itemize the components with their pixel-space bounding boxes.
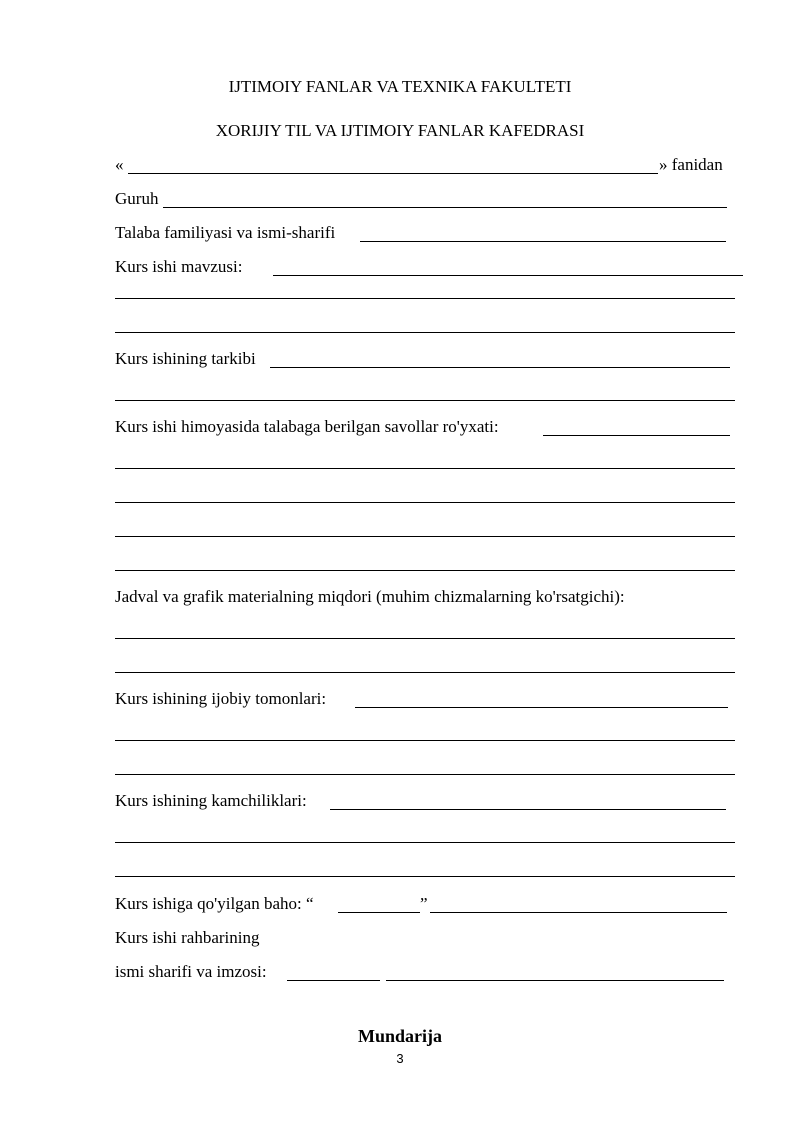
- group-blank[interactable]: [163, 207, 727, 208]
- materials-blank-line-1[interactable]: [115, 638, 735, 639]
- positives-blank[interactable]: [355, 707, 728, 708]
- structure-label: Kurs ishining tarkibi: [115, 349, 256, 368]
- next-section-heading: Mundarija: [357, 1026, 442, 1046]
- questions-label: Kurs ishi himoyasida talabaga berilgan savollar ro'yxati:: [115, 417, 499, 436]
- topic-label: Kurs ishi mavzusi:: [115, 257, 243, 276]
- questions-blank-line-5[interactable]: [115, 570, 735, 571]
- shortcomings-label: Kurs ishining kamchiliklari:: [115, 791, 307, 810]
- grade-close-quote: ”: [420, 894, 428, 913]
- positives-label: Kurs ishining ijobiy tomonlari:: [115, 689, 327, 708]
- topic-blank-line-2[interactable]: [115, 298, 735, 299]
- questions-blank-line-2[interactable]: [115, 468, 735, 469]
- student-name-label: Talaba familiyasi va ismi-sharifi: [115, 223, 336, 242]
- subject-suffix: » fanidan: [659, 155, 723, 174]
- student-name-blank[interactable]: [360, 241, 726, 242]
- questions-blank-line-4[interactable]: [115, 536, 735, 537]
- page-number: 3: [396, 1051, 404, 1066]
- signature-label: ismi sharifi va imzosi:: [115, 962, 267, 981]
- topic-blank[interactable]: [273, 275, 743, 276]
- faculty-title: IJTIMOIY FANLAR VA TEXNIKA FAKULTETI: [228, 77, 572, 96]
- group-label: Guruh: [115, 189, 159, 208]
- supervisor-label: Kurs ishi rahbarining: [115, 928, 260, 947]
- materials-label: Jadval va grafik materialning miqdori (muhim chizmalarning ko'rsatgichi):: [115, 587, 625, 606]
- positives-blank-line-2[interactable]: [115, 740, 735, 741]
- questions-blank-line-3[interactable]: [115, 502, 735, 503]
- structure-blank[interactable]: [270, 367, 730, 368]
- shortcomings-blank-line-3[interactable]: [115, 876, 735, 877]
- topic-blank-line-3[interactable]: [115, 332, 735, 333]
- grade-blank[interactable]: [338, 912, 420, 913]
- supervisor-name-blank[interactable]: [386, 980, 724, 981]
- signature-blank[interactable]: [287, 980, 380, 981]
- questions-blank[interactable]: [543, 435, 730, 436]
- structure-blank-line-2[interactable]: [115, 400, 735, 401]
- shortcomings-blank[interactable]: [330, 809, 726, 810]
- grade-label: Kurs ishiga qo'yilgan baho: “: [115, 894, 314, 913]
- grade-comment-blank[interactable]: [430, 912, 727, 913]
- positives-blank-line-3[interactable]: [115, 774, 735, 775]
- materials-blank-line-2[interactable]: [115, 672, 735, 673]
- department-title: XORIJIY TIL VA IJTIMOIY FANLAR KAFEDRASI: [215, 121, 585, 140]
- subject-blank[interactable]: [128, 173, 658, 174]
- subject-open-quote: «: [115, 155, 124, 174]
- shortcomings-blank-line-2[interactable]: [115, 842, 735, 843]
